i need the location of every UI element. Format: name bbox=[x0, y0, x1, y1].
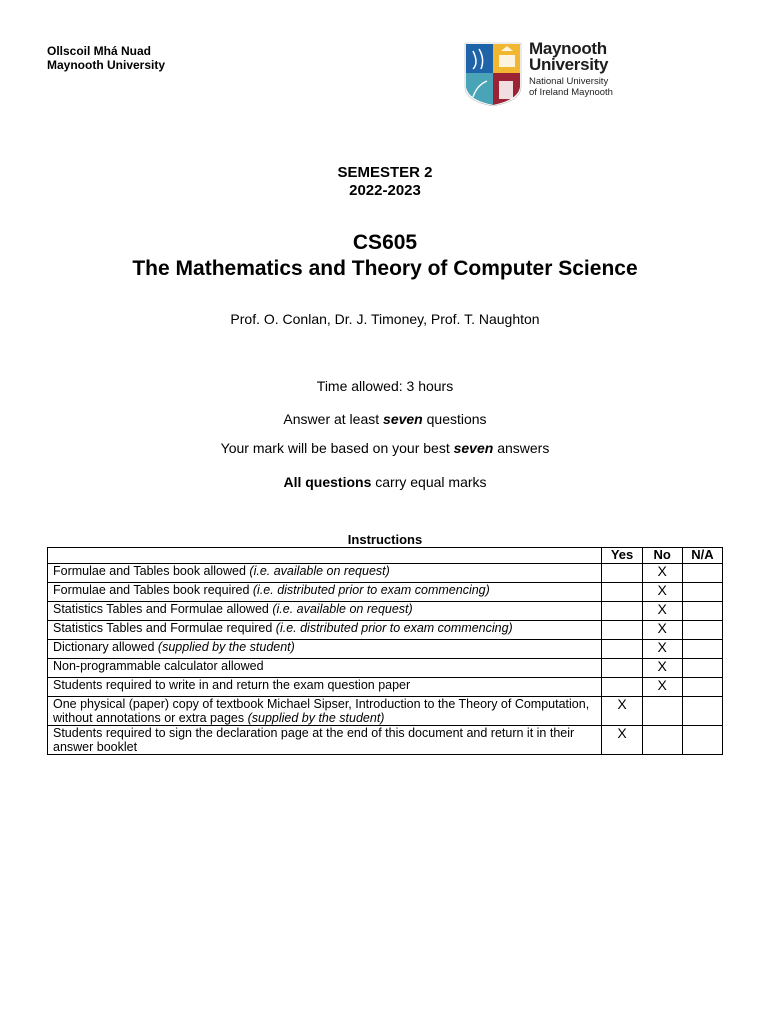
row-description: Statistics Tables and Formulae required (i.e. distributed prior to exam commencing) bbox=[48, 621, 602, 640]
row-na-mark bbox=[682, 621, 722, 640]
column-header-yes: Yes bbox=[602, 548, 642, 564]
row-na-mark bbox=[682, 640, 722, 659]
row-no-mark: X bbox=[642, 659, 682, 678]
instructions-header-row bbox=[48, 548, 723, 564]
table-row bbox=[48, 640, 723, 659]
course-code: CS605 bbox=[352, 231, 418, 254]
row-description: Dictionary allowed (supplied by the student) bbox=[48, 640, 602, 659]
row-no-mark: X bbox=[642, 564, 682, 583]
equal-marks-note bbox=[0, 474, 770, 490]
row-yes-mark bbox=[602, 640, 642, 659]
equal-marks-rest: carry equal marks bbox=[371, 474, 487, 490]
table-row bbox=[48, 602, 723, 621]
mark-text-post: answers bbox=[493, 440, 550, 456]
logo-subtitle bbox=[529, 76, 613, 98]
answer-text-pre: Answer at least bbox=[283, 411, 384, 427]
table-row bbox=[48, 583, 723, 602]
row-yes-mark: X bbox=[602, 697, 642, 726]
row-na-mark bbox=[682, 697, 722, 726]
column-header-no: No bbox=[642, 548, 682, 564]
row-description: Non-programmable calculator allowed bbox=[48, 659, 602, 678]
column-header-na: N/A bbox=[682, 548, 722, 564]
instructions-table bbox=[47, 547, 723, 755]
semester-block bbox=[0, 164, 770, 200]
row-yes-mark: X bbox=[602, 726, 642, 755]
crest-icon bbox=[463, 41, 523, 107]
row-yes-mark bbox=[602, 621, 642, 640]
logo-subtitle-line1: National University bbox=[529, 76, 609, 87]
academic-year: 2022-2023 bbox=[349, 182, 421, 199]
university-irish-name: Ollscoil Mhá Nuad bbox=[47, 44, 152, 58]
row-na-mark bbox=[682, 659, 722, 678]
logo-name-line2: University bbox=[529, 55, 609, 74]
semester-label: SEMESTER 2 bbox=[337, 164, 433, 181]
answer-text-post: questions bbox=[422, 411, 487, 427]
row-no-mark bbox=[642, 726, 682, 755]
examiners: Prof. O. Conlan, Dr. J. Timoney, Prof. T. Naughton bbox=[230, 311, 540, 327]
row-description: Students required to sign the declaration page at the end of this document and return it in their answer booklet bbox=[48, 726, 602, 755]
column-header-description bbox=[48, 548, 602, 564]
mark-emphasis: seven bbox=[453, 440, 494, 456]
row-na-mark bbox=[682, 564, 722, 583]
university-logo bbox=[463, 41, 623, 107]
row-no-mark: X bbox=[642, 621, 682, 640]
row-description: Formulae and Tables book allowed (i.e. available on request) bbox=[48, 564, 602, 583]
university-header bbox=[47, 44, 165, 72]
row-no-mark: X bbox=[642, 583, 682, 602]
table-row bbox=[48, 697, 723, 726]
row-na-mark bbox=[682, 602, 722, 621]
row-yes-mark bbox=[602, 678, 642, 697]
instructions-title: Instructions bbox=[347, 532, 423, 547]
row-no-mark: X bbox=[642, 602, 682, 621]
answer-requirement bbox=[0, 411, 770, 427]
row-na-mark bbox=[682, 678, 722, 697]
row-description: Statistics Tables and Formulae allowed (i.e. available on request) bbox=[48, 602, 602, 621]
logo-name-line1: Maynooth bbox=[529, 39, 607, 58]
mark-basis bbox=[0, 440, 770, 456]
answer-emphasis: seven bbox=[383, 411, 423, 427]
row-no-mark bbox=[642, 697, 682, 726]
equal-marks-bold: All questions bbox=[283, 474, 372, 490]
row-no-mark: X bbox=[642, 678, 682, 697]
row-na-mark bbox=[682, 726, 722, 755]
table-row bbox=[48, 726, 723, 755]
row-yes-mark bbox=[602, 659, 642, 678]
table-row bbox=[48, 621, 723, 640]
table-row bbox=[48, 659, 723, 678]
row-description: One physical (paper) copy of textbook Michael Sipser, Introduction to the Theory of Computation, without annotations or extra pages (supplied by the student) bbox=[48, 697, 602, 726]
row-no-mark: X bbox=[642, 640, 682, 659]
mark-text-pre: Your mark will be based on your best bbox=[220, 440, 454, 456]
row-yes-mark bbox=[602, 583, 642, 602]
row-description: Students required to write in and return the exam question paper bbox=[48, 678, 602, 697]
logo-wordmark bbox=[529, 41, 608, 73]
row-description: Formulae and Tables book required (i.e. distributed prior to exam commencing) bbox=[48, 583, 602, 602]
time-allowed: Time allowed: 3 hours bbox=[316, 378, 454, 394]
course-title: The Mathematics and Theory of Computer Science bbox=[132, 257, 638, 280]
row-na-mark bbox=[682, 583, 722, 602]
university-english-name: Maynooth University bbox=[47, 58, 166, 72]
logo-subtitle-line2: of Ireland Maynooth bbox=[529, 87, 613, 98]
table-row bbox=[48, 678, 723, 697]
row-yes-mark bbox=[602, 602, 642, 621]
table-row bbox=[48, 564, 723, 583]
row-yes-mark bbox=[602, 564, 642, 583]
